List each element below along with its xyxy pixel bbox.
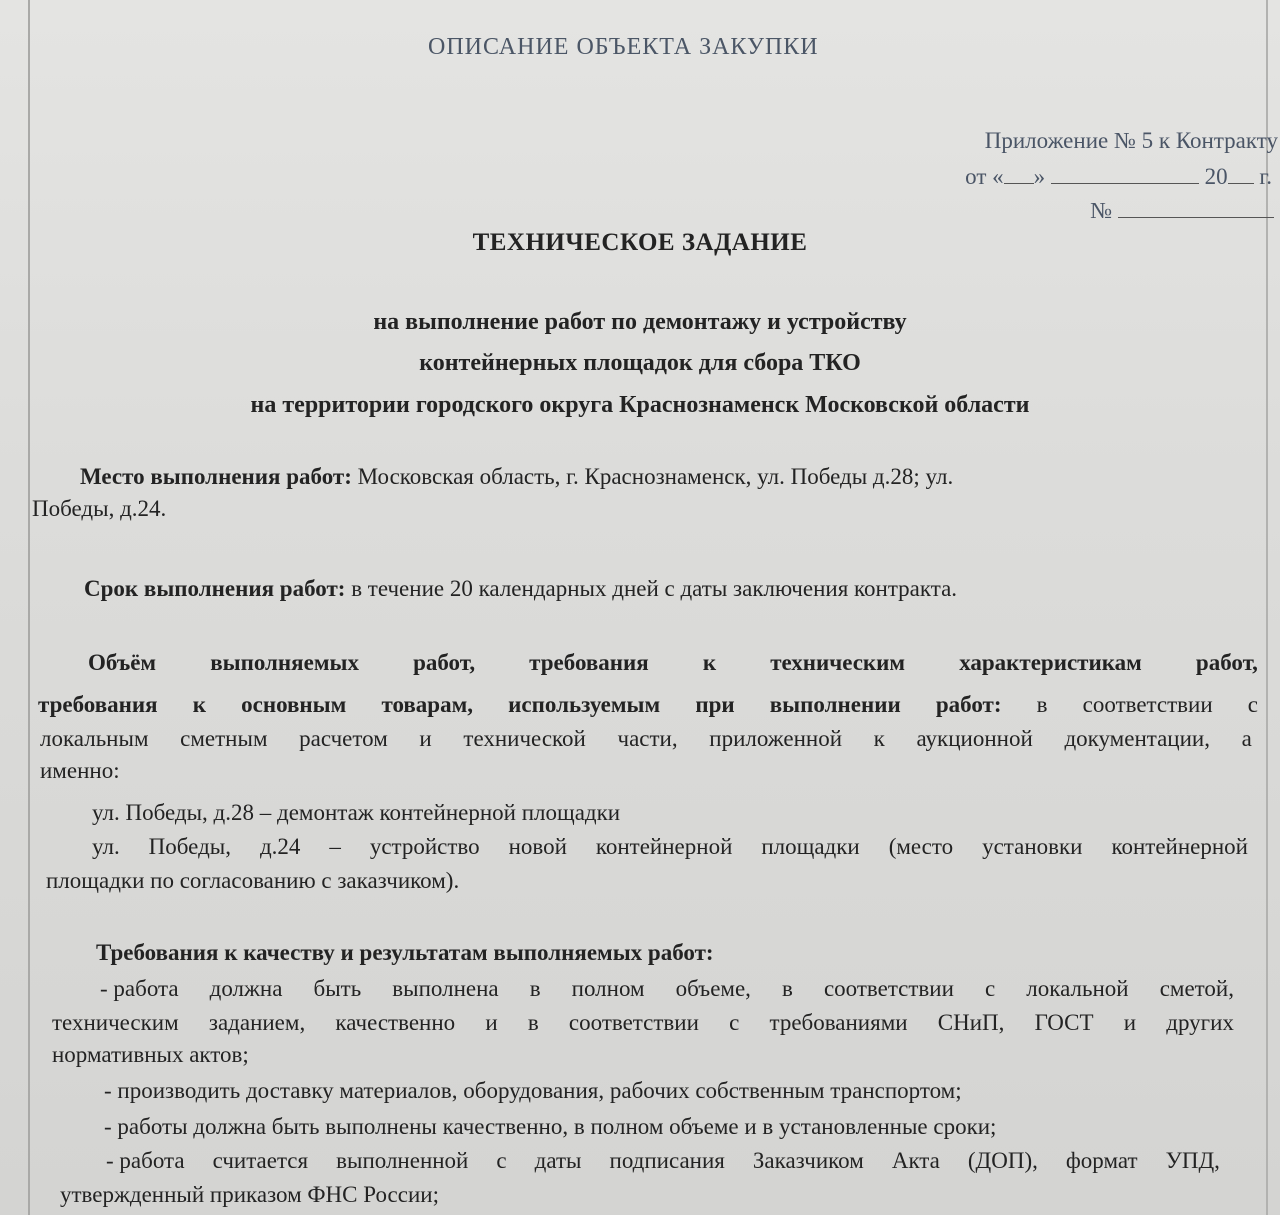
word: Акта	[891, 1148, 940, 1173]
term-paragraph	[84, 574, 957, 604]
word: ГОСТ	[1034, 1010, 1094, 1035]
word: в	[782, 976, 793, 1001]
quality-bullet-1-line-3: нормативных актов;	[52, 1042, 249, 1067]
annex-quote-close: »	[1033, 164, 1046, 189]
word: контейнерной	[1111, 834, 1248, 859]
word: - работа	[106, 1148, 185, 1173]
subtitle-line-1: на выполнение работ по демонтажу и устройству	[373, 309, 907, 335]
word: работ:	[935, 692, 1002, 717]
word: ул.	[92, 834, 120, 859]
word: в	[527, 1010, 539, 1035]
word: в	[529, 976, 541, 1001]
word: выполнена	[392, 976, 499, 1001]
word: выполнении	[769, 692, 901, 717]
word: считается	[212, 1148, 309, 1173]
word: СНиП,	[937, 1010, 1005, 1035]
word: (место	[888, 834, 954, 859]
annex-day-blank	[1004, 163, 1034, 184]
word: и	[419, 726, 432, 751]
word: Победы,	[148, 834, 231, 859]
term-text: в течение 20 календарных дней с даты заключения контракта.	[351, 576, 958, 601]
volume-line-1	[88, 648, 1258, 678]
word: а	[1241, 726, 1252, 751]
word: сметным	[180, 726, 268, 751]
quality-bullet-1-line-2	[52, 1008, 1234, 1038]
word: сметой,	[1159, 976, 1234, 1001]
word: работ,	[413, 650, 476, 675]
annex-date-line	[965, 162, 1272, 192]
word: к	[192, 692, 206, 717]
place-paragraph-line-2: Победы, д.24.	[32, 496, 167, 521]
annex-reference: Приложение № 5 к Контракту	[984, 128, 1278, 153]
word: требования	[38, 692, 158, 717]
word: выполняемых	[210, 650, 359, 675]
word: работ,	[1195, 650, 1258, 675]
word: контейнерной	[595, 834, 733, 859]
word: Заказчиком	[752, 1148, 864, 1173]
word: техническим	[770, 650, 906, 675]
word: документации,	[1064, 726, 1210, 751]
subtitle-line-2: контейнерных площадок для сбора ТКО	[419, 350, 861, 376]
quality-bullet-2: - производить доставку материалов, оборудования, рабочих собственным транспортом;	[104, 1078, 962, 1103]
annex-g-label: г.	[1259, 164, 1272, 189]
word: требования	[529, 650, 649, 675]
word: характеристикам	[959, 650, 1142, 675]
volume-item-2-continuation: площадки по согласованию с заказчиком).	[46, 868, 460, 893]
word: локальной	[1026, 976, 1129, 1001]
word: с	[1247, 692, 1258, 717]
annex-number-line	[1090, 196, 1274, 226]
document-title: ТЕХНИЧЕСКОЕ ЗАДАНИЕ	[472, 229, 808, 256]
word: техническим	[52, 1010, 179, 1035]
volume-item-1: ул. Победы, д.28 – демонтаж контейнерной площадки	[92, 800, 621, 825]
annex-year-blank	[1228, 163, 1254, 184]
word: части,	[617, 726, 678, 751]
quality-heading: Требования к качеству и результатам выполняемых работ:	[96, 940, 714, 965]
word: формат	[1065, 1148, 1138, 1173]
word: аукционной	[916, 726, 1033, 751]
place-label: Место выполнения работ:	[80, 464, 352, 489]
word: при	[695, 692, 735, 717]
subtitle-line-3: на территории городского округа Краснознаменск Московской области	[250, 392, 1030, 418]
place-paragraph-line-1	[80, 462, 1270, 492]
quality-bullet-4-line-2: утвержденный приказом ФНС России;	[60, 1182, 439, 1207]
word: к	[873, 726, 885, 751]
quality-bullet-1	[100, 974, 1234, 1004]
volume-line-3	[40, 724, 1252, 754]
word: соответствии	[823, 976, 954, 1001]
word: с	[985, 976, 996, 1001]
word: устройство	[369, 834, 480, 859]
word: объеме,	[675, 976, 751, 1001]
word: используемым	[508, 692, 661, 717]
annex-month-blank	[1051, 163, 1199, 184]
quality-bullet-4	[106, 1146, 1220, 1176]
word: –	[329, 834, 341, 859]
quality-bullet-3: - работы должна быть выполнены качественно, в полном объеме и в установленные сроки;	[104, 1114, 997, 1139]
word: с	[729, 1010, 740, 1035]
word: требованиями	[769, 1010, 908, 1035]
term-label: Срок выполнения работ:	[84, 576, 346, 601]
annex-number-blank	[1118, 197, 1274, 218]
word: полном	[571, 976, 645, 1001]
word: к	[702, 650, 717, 675]
page-border-left	[28, 0, 30, 1215]
word: в	[1036, 692, 1048, 717]
word: УПД,	[1165, 1148, 1220, 1173]
annex-number-label: №	[1090, 198, 1113, 223]
word: установки	[982, 834, 1083, 859]
word: заданием,	[208, 1010, 306, 1035]
word: новой	[508, 834, 567, 859]
annex-from-label: от «	[965, 164, 1004, 189]
word: (ДОП),	[967, 1148, 1038, 1173]
word: локальным	[40, 726, 149, 751]
word: товарам,	[381, 692, 474, 717]
word: с	[496, 1148, 507, 1173]
word: качественно	[335, 1010, 456, 1035]
word: Объём	[88, 650, 157, 675]
volume-item-2	[92, 832, 1248, 862]
word: расчетом	[299, 726, 388, 751]
word: технической	[463, 726, 586, 751]
word: подписания	[609, 1148, 725, 1173]
word: выполненной	[336, 1148, 469, 1173]
word: д.24	[259, 834, 301, 859]
document-header: ОПИСАНИЕ ОБЪЕКТА ЗАКУПКИ	[428, 34, 819, 60]
word: соответствии	[1082, 692, 1213, 717]
word: площадки	[761, 834, 860, 859]
word: должна	[209, 976, 283, 1001]
word: быть	[313, 976, 362, 1001]
place-text: Московская область, г. Краснознаменск, ул. Победы д.28; ул.	[357, 464, 954, 489]
word: приложенной	[709, 726, 843, 751]
word: других	[1166, 1010, 1234, 1035]
word: даты	[534, 1148, 582, 1173]
word: и	[1123, 1010, 1137, 1035]
volume-line-4: именно:	[40, 758, 120, 783]
volume-line-2	[38, 690, 1258, 720]
word: основным	[241, 692, 347, 717]
annex-year-label: 20	[1204, 164, 1228, 189]
word: - работа	[100, 976, 179, 1001]
word: соответствии	[568, 1010, 699, 1035]
word: и	[485, 1010, 498, 1035]
